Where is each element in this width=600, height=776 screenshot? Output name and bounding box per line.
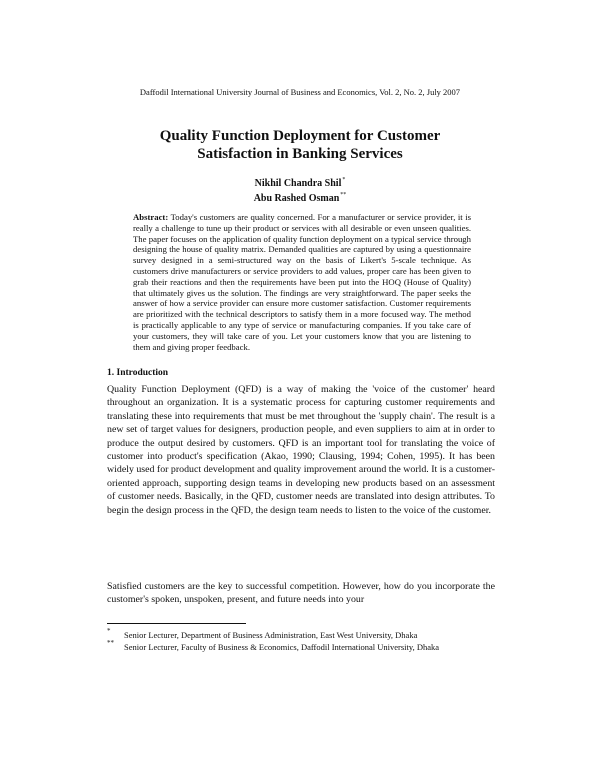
author-1-name: Nikhil Chandra Shil bbox=[254, 178, 342, 189]
author-1-footnote-mark: * bbox=[342, 177, 346, 183]
title-line-1: Quality Function Deployment for Customer bbox=[159, 128, 441, 144]
paper-title bbox=[0, 127, 600, 163]
abstract-text: Today's customers are quality concerned. For a manufacturer or service provider, it is really a challenge to tune up their product or services with all desirable or even unseen qualities. The paper focuses on the application of quality function deployment on a typical service through designing the house of quality matrix. Demanded qualities are captured by using a questionnaire survey designed in a semi-structured way on the basis of Likert's 5-scale technique. As customers drive manufacturers or service providers to add values, proper care has been given to grab their reactions and then the requirements have been put into the HOQ (House of Quality) that ultimately gives us the solution. The findings are very straightforward. The paper seeks the answer of how a service provider can ensure more customer satisfaction. Customer requirements are prioritized with the technical descriptors to satisfy them in a more focused way. The method is practically applicable to any type of service or manufacturing companies. If you take care of your customers, they will take care of you. Let your customers know that you are listening to them and giving proper feedback. bbox=[133, 212, 472, 352]
footnote-1-mark: * bbox=[107, 627, 111, 635]
footnote-1-text: Senior Lecturer, Department of Business Administration, East West University, Dhaka bbox=[124, 630, 418, 640]
author-2-footnote-mark: ** bbox=[340, 192, 347, 198]
footnote-2-text: Senior Lecturer, Faculty of Business & Economics, Daffodil International University, Dhaka bbox=[124, 642, 440, 652]
journal-header: Daffodil International University Journal of Business and Economics, Vol. 2, No. 2, July 2007 bbox=[139, 87, 461, 97]
title-line-2: Satisfaction in Banking Services bbox=[197, 146, 403, 162]
author-2-name: Abu Rashed Osman bbox=[253, 193, 340, 204]
author-2 bbox=[0, 192, 600, 204]
author-1 bbox=[0, 177, 600, 189]
introduction-paragraph-1: Quality Function Deployment (QFD) is a way of making the 'voice of the customer' heard throughout an organization. It is a systematic process for capturing customer requirements and translating these into requirements that must be met throughout the 'supply chain'. The result is a new set of target values for designers, production people, and even suppliers to aim at in order to produce the output desired by customers. QFD is an important tool for translating the voice of customer into product's specification (Akao, 1990; Clausing, 1994; Cohen, 1995). It has been widely used for product development and quality improvement around the world. It is a customer-oriented approach, supporting design teams in developing new products based on an assessment of customer needs. Basically, in the QFD, customer needs are translated into design attributes. To begin the design process in the QFD, the design team needs to listen to the voice of the customer. bbox=[107, 384, 495, 516]
footnote-separator bbox=[107, 623, 246, 624]
introduction-paragraph-2: Satisfied customers are the key to successful competition. However, how do you incorporate the customer's spoken, unspoken, present, and future needs into your bbox=[107, 581, 495, 606]
footnote-2-mark: ** bbox=[107, 639, 114, 647]
abstract bbox=[133, 212, 471, 352]
abstract-label: Abstract: bbox=[133, 212, 169, 222]
section-heading-introduction: 1. Introduction bbox=[107, 368, 169, 378]
